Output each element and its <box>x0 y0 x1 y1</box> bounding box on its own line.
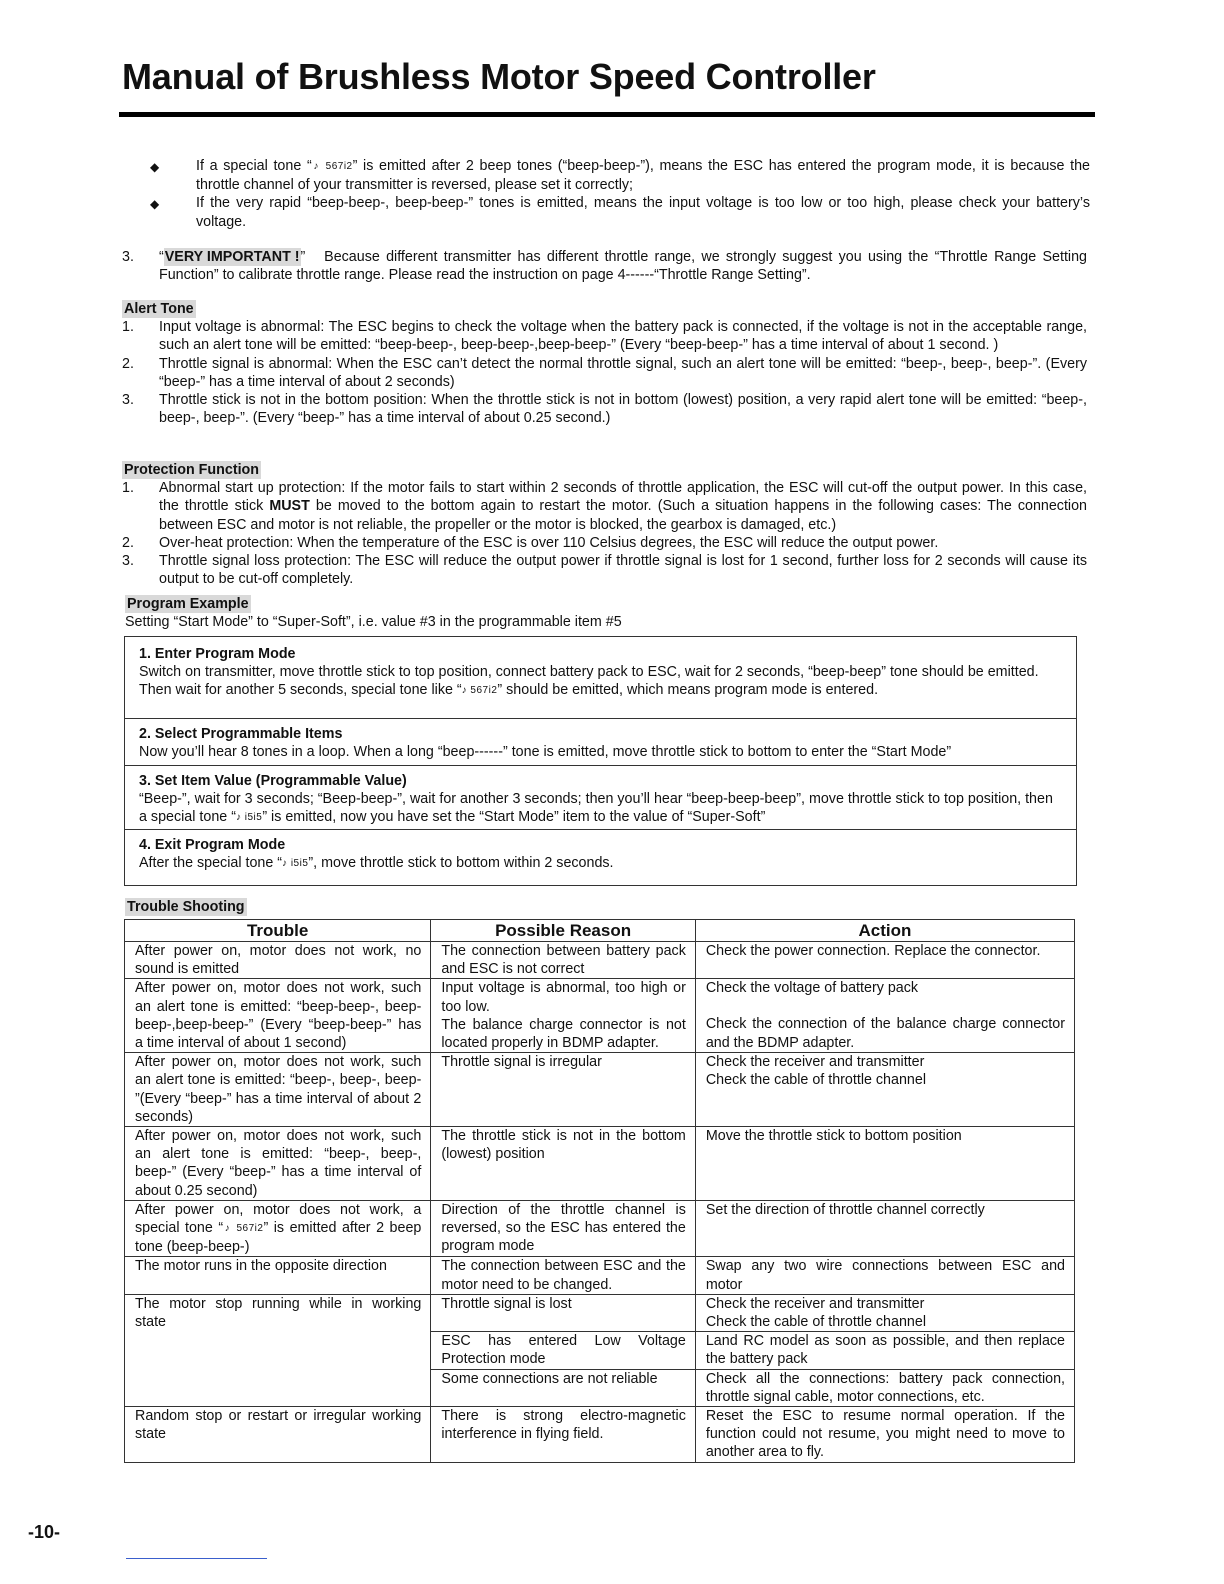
step-text <box>139 663 1062 700</box>
diamond-bullet-icon: ◆ <box>150 160 160 174</box>
list-item <box>122 391 1087 427</box>
action-cell: Land RC model as soon as possible, and then replace the battery pack <box>695 1332 1074 1369</box>
list-text: Over-heat protection: When the temperature of the ESC is over 110 Celsius degrees, the ESC will reduce the output power. <box>159 534 939 551</box>
emphasis-text: MUST <box>269 498 310 515</box>
trouble-shooting-table <box>124 919 1075 1463</box>
action-cell <box>695 979 1074 1053</box>
list-number: 3. <box>122 249 134 265</box>
action-text: Check the receiver and transmitter <box>705 1295 925 1312</box>
bullet-item <box>150 194 1090 230</box>
column-header: Action <box>695 920 1074 942</box>
bullet-text: ” is emitted after 2 beep tones (“beep-beep-”), means the ESC has entered the program mode, it is because the throttle channel of your transmitter is reversed, please set it correctly; <box>196 158 1091 194</box>
list-item <box>122 479 1087 534</box>
action-cell: Swap any two wire connections between ESC and motor <box>695 1257 1074 1294</box>
footer-link-underline <box>126 1558 267 1559</box>
step-title: 4. Exit Program Mode <box>139 837 286 853</box>
protection-section <box>122 461 1087 588</box>
table-header-row <box>125 920 1075 942</box>
alert-tone-section <box>122 300 1087 427</box>
trouble-text: After power on, motor does not work, a special tone “ <box>135 1201 422 1237</box>
reason-cell: The connection between ESC and the motor need to be changed. <box>431 1257 695 1294</box>
action-text: Check the connection of the balance charge connector and the BDMP adapter. <box>705 1016 1065 1051</box>
alert-tone-list <box>122 318 1087 427</box>
list-item <box>122 318 1087 354</box>
section-heading: Alert Tone <box>124 301 194 317</box>
step-text-part: After the special tone “ <box>139 855 283 872</box>
action-cell <box>695 1053 1074 1127</box>
reason-cell: Throttle signal is irregular <box>431 1053 695 1127</box>
step-title: 3. Set Item Value (Programmable Value) <box>139 773 407 789</box>
list-text: Throttle signal is abnormal: When the ESC can’t detect the normal throttle signal, such an alert tone will be emitted: “beep-, beep-, beep-”. (Every “beep-” has a time interval of about 2 seconds) <box>159 355 1087 390</box>
action-text: Check the cable of throttle channel <box>705 1314 926 1331</box>
table-row <box>125 979 1075 1053</box>
step-text-part: ” should be emitted, which means program mode is entered. <box>497 682 879 699</box>
trouble-cell: The motor runs in the opposite direction <box>125 1257 431 1294</box>
bullet-text: If a special tone “ <box>196 158 312 174</box>
bullet-text: If the very rapid “beep-beep-, beep-beep-” tones is emitted, means the input voltage is too low or too high, please check your battery’s voltage. <box>196 195 1090 230</box>
action-cell <box>695 1294 1074 1331</box>
step-text-part: Switch on transmitter, move throttle stick to top position, connect battery pack to ESC, wait for 2 seconds, “beep-beep” tone should be emitted. Then wait for another 5 seconds, special tone like “ <box>139 664 1039 699</box>
list-text: Abnormal start up protection: If the motor fails to start within 2 seconds of throttle application, the ESC will cut-off the output power. In this case, the throttle stick <box>159 480 1087 515</box>
music-tone-icon: ♪ i5i5 <box>235 812 263 824</box>
section-heading: Program Example <box>127 596 249 612</box>
step-text <box>139 854 1062 873</box>
title-divider <box>119 112 1095 117</box>
reason-cell: Direction of the throttle channel is reversed, so the ESC has entered the program mode <box>431 1200 695 1257</box>
reason-cell: The connection between battery pack and ESC is not correct <box>431 942 695 979</box>
action-cell: Check all the connections: battery pack connection, throttle signal cable, motor connections, etc. <box>695 1369 1074 1406</box>
column-header: Possible Reason <box>431 920 695 942</box>
important-list <box>122 248 1087 284</box>
protection-list <box>122 479 1087 588</box>
music-tone-icon: ♪ 567i2 <box>461 685 498 697</box>
trouble-cell: Random stop or restart or irregular working state <box>125 1407 431 1463</box>
list-text: be moved to the bottom again to restart the motor. (Such a situation happens in the following cases: The connection between ESC and motor is not reliable, the propeller or the motor is blocked, the gearbox is damaged, etc.) <box>159 498 1087 533</box>
page-number: -10- <box>28 1522 61 1542</box>
action-cell: Reset the ESC to resume normal operation. If the function could not resume, you might need to move to another area to fly. <box>695 1407 1074 1463</box>
action-cell: Check the power connection. Replace the connector. <box>695 942 1074 979</box>
reason-cell: The throttle stick is not in the bottom (lowest) position <box>431 1127 695 1201</box>
table-row <box>125 1407 1075 1463</box>
trouble-cell: After power on, motor does not work, such an alert tone is emitted: “beep-, beep-, beep-” (Every “beep-” has a time interval of about 0.25 second) <box>125 1127 431 1201</box>
program-example-section <box>125 595 1090 631</box>
step-text-part: ” is emitted, now you have set the “Start Mode” item to the value of “Super-Soft” <box>262 809 766 826</box>
list-number: 3. <box>122 392 134 409</box>
action-cell: Set the direction of throttle channel correctly <box>695 1200 1074 1257</box>
list-number: 1. <box>122 319 134 336</box>
program-step <box>125 830 1076 885</box>
esc-status-bullets <box>150 157 1090 231</box>
list-item <box>122 355 1087 391</box>
music-tone-icon: ♪ 567i2 <box>223 1223 264 1235</box>
list-number: 3. <box>122 553 134 570</box>
reason-text: The balance charge connector is not located properly in BDMP adapter. <box>441 1016 686 1052</box>
list-number: 1. <box>122 480 134 497</box>
diamond-bullet-icon: ◆ <box>150 197 160 212</box>
reason-cell: There is strong electro-magnetic interference in flying field. <box>431 1407 695 1463</box>
section-heading: Protection Function <box>124 462 260 478</box>
list-item <box>122 534 1087 552</box>
list-item <box>122 552 1087 588</box>
list-text: Throttle stick is not in the bottom position: When the throttle stick is not in bottom (lowest) position, a very rapid alert tone will be emitted: “beep-, beep-, beep-”. (Every “beep-” has a time interval of about 0.25 second.) <box>159 392 1087 427</box>
music-tone-icon: ♪ i5i5 <box>282 858 309 870</box>
action-text: Check the voltage of battery pack <box>705 980 919 997</box>
program-step <box>125 719 1076 766</box>
trouble-cell: After power on, motor does not work, such an alert tone is emitted: “beep-, beep-, beep- ”(Every “beep-” has a time interval of about 2 seconds) <box>125 1053 431 1127</box>
list-text: Throttle signal loss protection: The ESC will reduce the output power if throttle signal is lost for 1 second, further loss for 2 seconds will cause its output to be cut-off completely. <box>159 553 1087 588</box>
trouble-cell: After power on, motor does not work, such an alert tone is emitted: “beep-beep-, beep-beep-,beep-beep-” (Every “beep-beep-” has a time interval of about 1 second) <box>125 979 431 1053</box>
reason-cell: Throttle signal is lost <box>431 1294 695 1331</box>
trouble-cell: After power on, motor does not work, no sound is emitted <box>125 942 431 979</box>
program-steps-box <box>124 636 1077 886</box>
program-step <box>125 766 1076 830</box>
column-header: Trouble <box>125 920 431 942</box>
trouble-shooting-section <box>125 898 1090 916</box>
bullet-item <box>150 157 1090 194</box>
trouble-text: ” is emitted after 2 beep tone (beep-beep-) <box>135 1220 422 1256</box>
list-item <box>122 248 1087 284</box>
trouble-cell: The motor stop running while in working state <box>125 1294 431 1406</box>
step-title: 2. Select Programmable Items <box>139 726 343 742</box>
table-row <box>125 1127 1075 1201</box>
program-example-intro: Setting “Start Mode” to “Super-Soft”, i.e. value #3 in the programmable item #5 <box>125 614 622 631</box>
action-text: Check the cable of throttle channel <box>705 1072 926 1089</box>
step-text: Now you’ll hear 8 tones in a loop. When a long “beep------” tone is emitted, move throttle stick to bottom to enter the “Start Mode” <box>139 744 952 761</box>
music-tone-icon: ♪ 567i2 <box>311 161 353 172</box>
quote-mark: “ <box>159 249 164 265</box>
program-step <box>125 637 1076 719</box>
page-title: Manual of Brushless Motor Speed Controller <box>122 56 876 97</box>
list-number: 2. <box>122 355 134 372</box>
reason-text: Input voltage is abnormal, too high or too low. <box>441 980 686 1015</box>
important-text: Because different transmitter has different throttle range, we strongly suggest you using the “Throttle Range Setting Function” to calibrate throttle range. Please read the instruction on page 4------“Throttle Range Setting”. <box>159 249 1087 284</box>
reason-cell: ESC has entered Low Voltage Protection mode <box>431 1332 695 1369</box>
table-row <box>125 1294 1075 1331</box>
trouble-cell <box>125 1200 431 1257</box>
table-row <box>125 942 1075 979</box>
section-heading: Trouble Shooting <box>127 899 245 915</box>
step-text-part: ”, move throttle stick to bottom within 2 seconds. <box>308 855 614 872</box>
important-note <box>122 248 1087 284</box>
list-number: 2. <box>122 534 134 551</box>
table-row <box>125 1200 1075 1257</box>
step-text <box>139 790 1062 827</box>
important-label: VERY IMPORTANT ! <box>164 249 300 265</box>
reason-cell: Some connections are not reliable <box>431 1369 695 1406</box>
table-row <box>125 1053 1075 1127</box>
list-text: Input voltage is abnormal: The ESC begins to check the voltage when the battery pack is connected, if the voltage is not in the acceptable range, such an alert tone will be emitted: “beep-beep-, beep-beep-,beep-beep-” (Every “beep-beep-” has a time interval of about 1 second. ) <box>159 319 1087 354</box>
action-text: Check the receiver and transmitter <box>705 1054 925 1071</box>
step-text-part: “Beep-”, wait for 3 seconds; “Beep-beep-”, wait for another 3 seconds; then you’ll hear “beep-beep-beep”, move throttle stick to top position, then a special tone “ <box>139 791 1053 826</box>
step-title: 1. Enter Program Mode <box>139 646 296 662</box>
table-row <box>125 1257 1075 1294</box>
quote-mark: ” <box>300 249 306 265</box>
reason-cell <box>431 979 695 1053</box>
action-cell: Move the throttle stick to bottom position <box>695 1127 1074 1201</box>
